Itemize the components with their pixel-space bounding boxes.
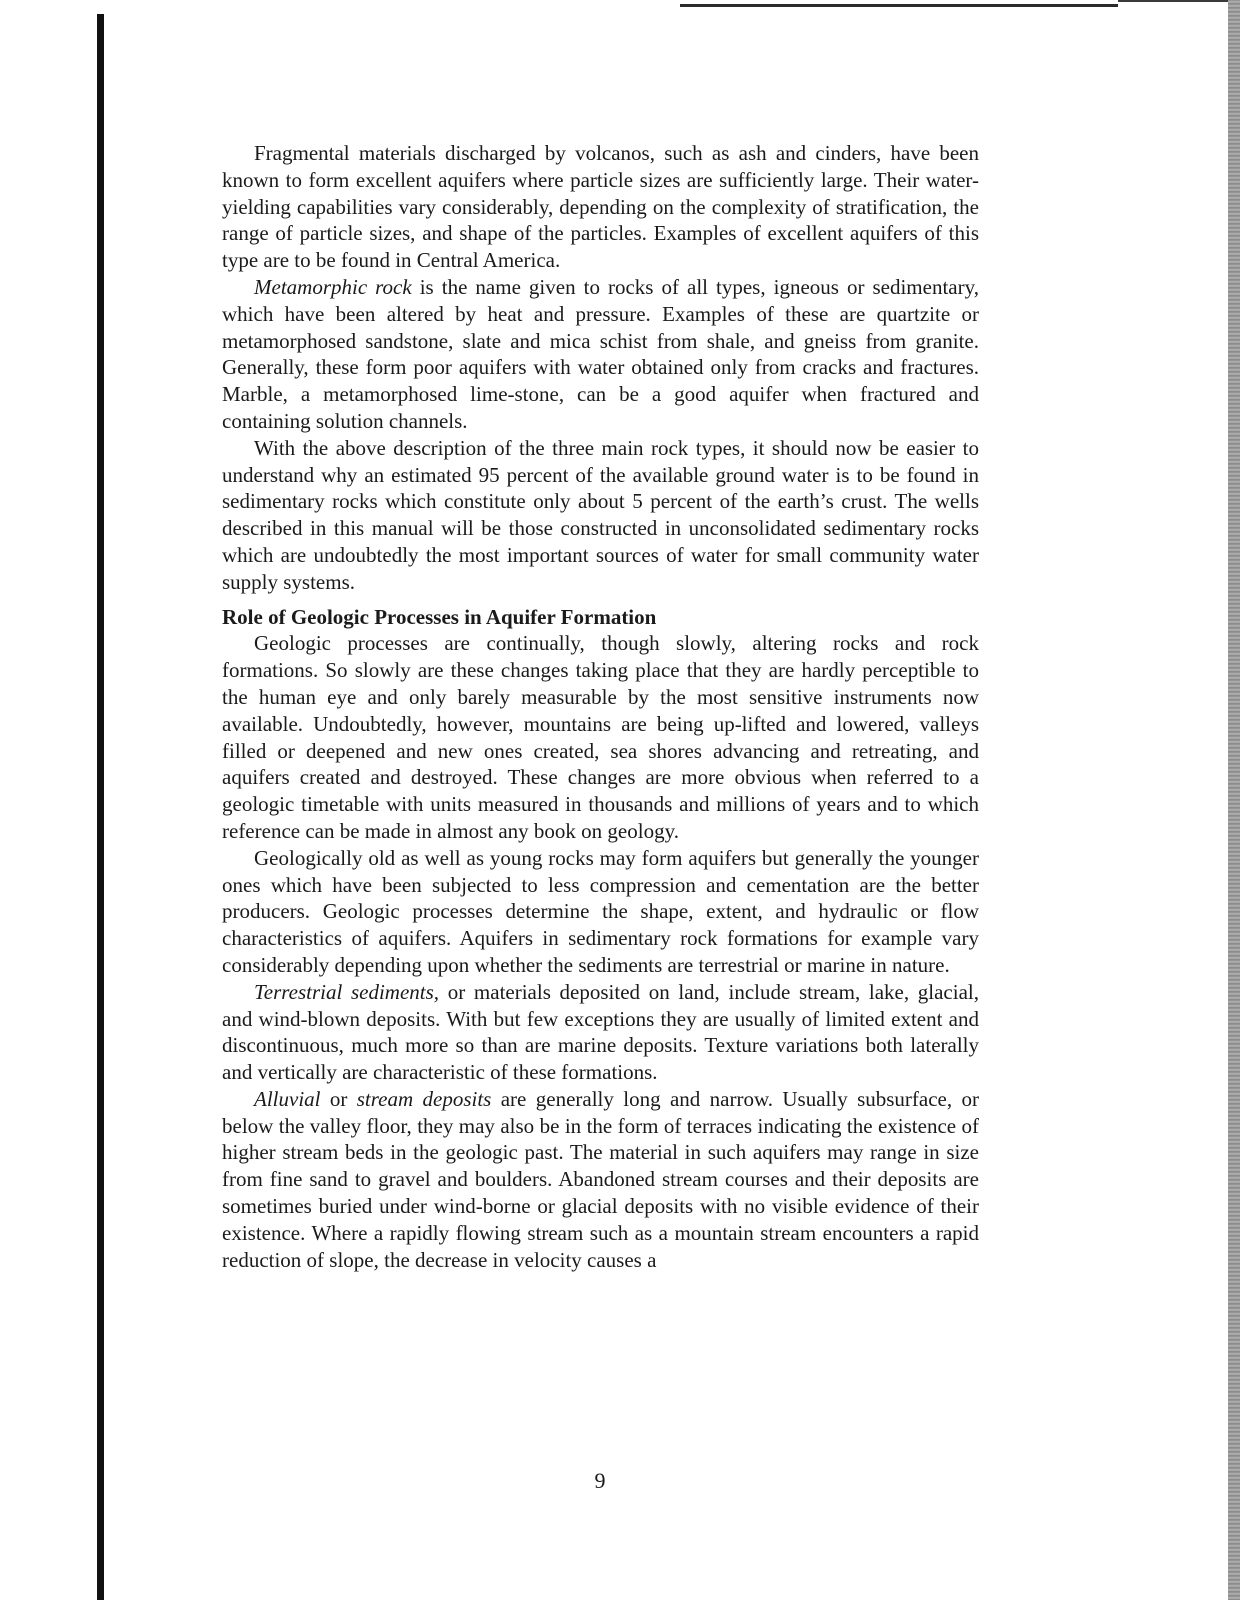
term-metamorphic-rock: Metamorphic rock	[254, 274, 412, 299]
binding-edge	[97, 14, 104, 1600]
paragraph-alluvial-deposits	[222, 1086, 979, 1274]
paragraph-rock-types-summary: With the above description of the three main rock types, it should now be easier to understand why an estimated 95 percent of the available ground water is to be found in sedimentary rocks which constitute only about 5 percent of the earth’s crust. The wells described in this manual will be those constructed in unconsolidated sedimentary rocks which are undoubtedly the most important sources of water for small community water supply systems.	[222, 435, 979, 594]
page-body	[222, 140, 979, 1273]
paragraph-terrestrial-sediments	[222, 979, 979, 1086]
term-stream-deposits: stream deposits	[356, 1086, 492, 1111]
paragraph-terrestrial-sediments-text: or materials deposited on land, include stream, lake, glacial, and wind-blown deposits. With but few exceptions they are usually of limited extent and discontinuous, much more so than are marine deposits. Texture variations both laterally and vertically are characteristic of these formations.	[222, 979, 979, 1085]
paragraph-alluvial-joiner: or	[320, 1086, 357, 1111]
paragraph-geologic-processes: Geologic processes are continually, though slowly, altering rocks and rock formations. So slowly are these changes taking place that they are hardly perceptible to the human eye and only barely measurable by the most sensitive instruments now available. Undoubtedly, however, mountains are being up-lifted and lowered, valleys filled or deepened and new ones created, sea shores advancing and retreating, and aquifers created and destroyed. These changes are more obvious when referred to a geologic timetable with units measured in thousands and millions of years and to which reference can be made in almost any book on geology.	[222, 631, 979, 843]
term-alluvial: Alluvial	[254, 1086, 321, 1111]
top-rule	[680, 4, 1118, 7]
paragraph-metamorphic-rock-text: is the name given to rocks of all types, igneous or sedimentary, which have been altered by heat and pressure. Examples of these are quartzite or metamorphosed sandstone, slate and mica schist from shale, and gneiss from granite. Generally, these form poor aquifers with water obtained only from cracks and fractures. Marble, a metamorphosed lime-stone, can be a good aquifer when fractured and containing solution channels.	[222, 274, 979, 433]
page-number: 9	[594, 1468, 606, 1493]
paragraph-metamorphic-rock	[222, 274, 979, 435]
paragraph-rock-age: Geologically old as well as young rocks may form aquifers but generally the younger ones which have been subjected to less compression and cementation are the better producers. Geologic processes determine the shape, extent, and hydraulic or flow characteristics of aquifers. Aquifers in sedimentary rock formations for example vary considerably depending upon whether the sediments are terrestrial or marine in nature.	[222, 845, 979, 977]
paragraph-alluvial-deposits-text: are generally long and narrow. Usually subsurface, or below the valley floor, they may also be in the form of terraces indicating the existence of higher stream beds in the geologic past. The material in such aquifers may range in size from fine sand to gravel and boulders. Abandoned stream courses and their deposits are sometimes buried under wind-borne or glacial deposits with no visible evidence of their existence. Where a rapidly flowing stream such as a mountain stream encounters a rapid reduction of slope, the decrease in velocity causes a	[222, 1086, 979, 1272]
page-edge-shadow	[1228, 0, 1240, 1600]
section-heading: Role of Geologic Processes in Aquifer Formation	[222, 604, 657, 629]
term-terrestrial-sediments: Terrestrial sediments,	[254, 979, 440, 1004]
top-rule-extension	[1118, 0, 1228, 2]
paragraph-volcanic-aquifers: Fragmental materials discharged by volcanos, such as ash and cinders, have been known to form excellent aquifers where particle sizes are sufficiently large. Their water-yielding capabilities vary considerably, depending on the complexity of stratification, the range of particle sizes, and shape of the particles. Examples of excellent aquifers of this type are to be found in Central America.	[222, 141, 979, 273]
